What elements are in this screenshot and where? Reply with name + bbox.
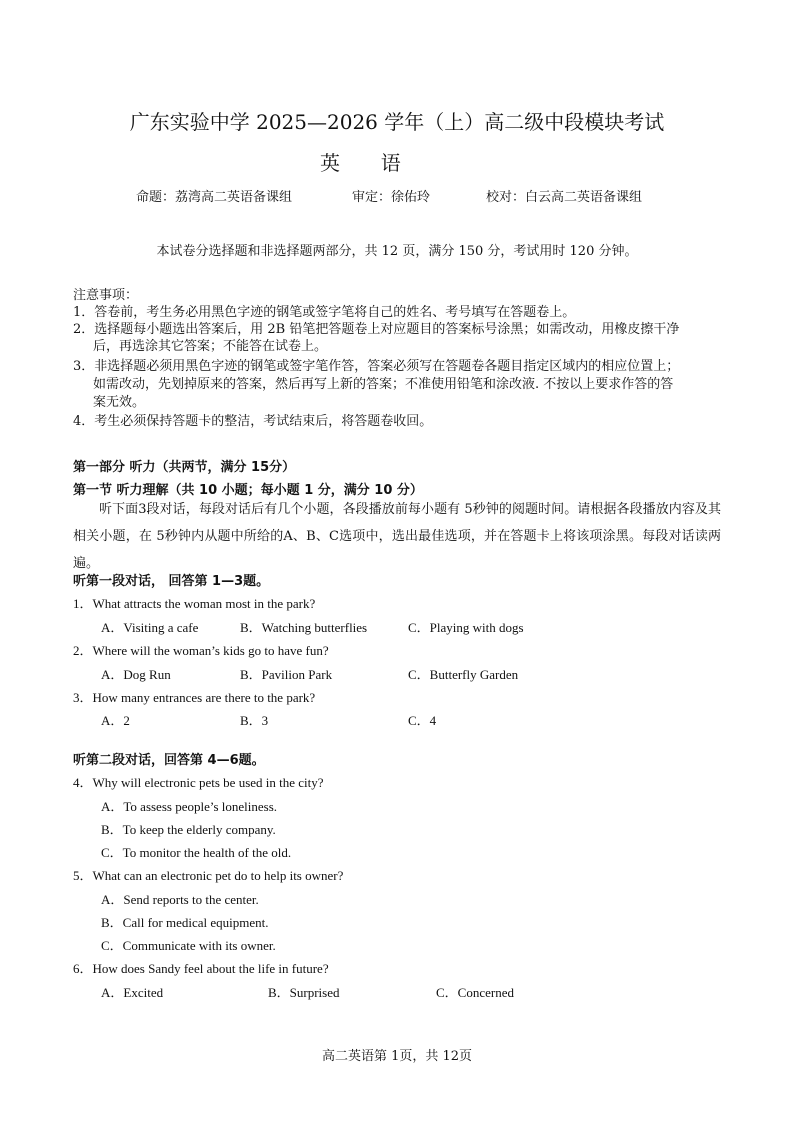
option-a: A．2 xyxy=(101,713,130,728)
option-c: C．Concerned xyxy=(436,985,514,1000)
question-stem: 2．Where will the woman’s kids go to have fun? xyxy=(73,643,329,658)
option-b: B．3 xyxy=(240,713,269,728)
note-item-continued: 案无效。 xyxy=(93,395,146,410)
dialog1-heading: 听第一段对话， 回答第 1—3题。 xyxy=(73,574,270,589)
option-c: C．Butterfly Garden xyxy=(408,667,519,682)
note-item: 2．选择题每小题选出答案后，用 2B 铅笔把答题卷上对应题目的答案标号涂黑；如需改动，用橡皮擦干净 xyxy=(73,322,680,337)
author-credit: 命题：荔湾高二英语备课组 xyxy=(136,190,293,205)
subject-char: 英 xyxy=(320,151,342,175)
page-footer: 高二英语第 1页，共 12页 xyxy=(321,1049,473,1064)
option-a: A．Excited xyxy=(101,985,164,1000)
reviewer-credit: 审定：徐佑玲 xyxy=(352,190,431,205)
note-item-continued: 如需改动，先划掉原来的答案，然后再写上新的答案；不准使用铅笔和涂改液. 不按以上要求作答的答 xyxy=(93,377,674,392)
option-a: A．Dog Run xyxy=(101,667,171,682)
option-a: A．Visiting a cafe xyxy=(101,620,199,635)
option-c: C．4 xyxy=(408,713,437,728)
question-stem: 3．How many entrances are there to the park? xyxy=(73,690,316,705)
question-stem: 6．How does Sandy feel about the life in future? xyxy=(73,961,329,976)
exam-title: 广东实验中学 2025—2026 学年（上）高二级中段模块考试 xyxy=(129,110,665,134)
option-c: C．To monitor the health of the old. xyxy=(101,845,292,860)
question-stem: 5．What can an electronic pet do to help its owner? xyxy=(73,868,344,883)
note-item: 1．答卷前，考生务必用黑色字迹的钢笔或签字笔将自己的姓名、考号填写在答题卷上。 xyxy=(73,305,576,320)
notes-heading: 注意事项： xyxy=(73,288,139,303)
option-a: A．Send reports to the center. xyxy=(101,892,259,907)
subject-title xyxy=(320,147,403,176)
option-c: C．Communicate with its owner. xyxy=(101,938,276,953)
option-b: B．Surprised xyxy=(268,985,340,1000)
option-b: B．Watching butterflies xyxy=(240,620,368,635)
option-a: A．To assess people’s loneliness. xyxy=(101,799,278,814)
part1-title: 第一部分 听力（共两节，满分 15分） xyxy=(73,460,296,475)
option-b: B．Pavilion Park xyxy=(240,667,333,682)
dialog2-heading: 听第二段对话，回答第 4—6题。 xyxy=(73,753,265,768)
listening-instructions: 听下面3段对话，每段对话后有几个小题，各段播放前每小题有 5秒钟的阅题时间。请根据各段播放内容及其相关小题，在 5秒钟内从题中所给的A、B、C选项中，选出最佳选项，并在答题卡上将该项涂黑。每段对话读两遍。 xyxy=(73,502,721,571)
note-item: 4．考生必须保持答题卡的整洁，考试结束后，将答题卷收回。 xyxy=(73,414,433,429)
exam-intro: 本试卷分选择题和非选择题两部分，共 12 页，满分 150 分，考试用时 120 分钟。 xyxy=(156,244,638,259)
note-item: 3．非选择题必须用黑色字迹的钢笔或签字笔作答，答案必须写在答题卷各题目指定区域内的相应位置上； xyxy=(73,359,680,374)
subject-char: 语 xyxy=(380,151,403,175)
question-stem: 1．What attracts the woman most in the park? xyxy=(73,596,316,611)
proofreader-credit: 校对：白云高二英语备课组 xyxy=(486,190,643,205)
note-item-continued: 后，再选涂其它答案；不能答在试卷上。 xyxy=(93,339,328,354)
option-b: B．Call for medical equipment. xyxy=(101,915,269,930)
question-stem: 4．Why will electronic pets be used in the city? xyxy=(73,775,324,790)
section1-title: 第一节 听力理解（共 10 小题；每小题 1 分，满分 10 分） xyxy=(73,483,423,498)
option-b: B．To keep the elderly company. xyxy=(101,822,276,837)
option-c: C．Playing with dogs xyxy=(408,620,524,635)
